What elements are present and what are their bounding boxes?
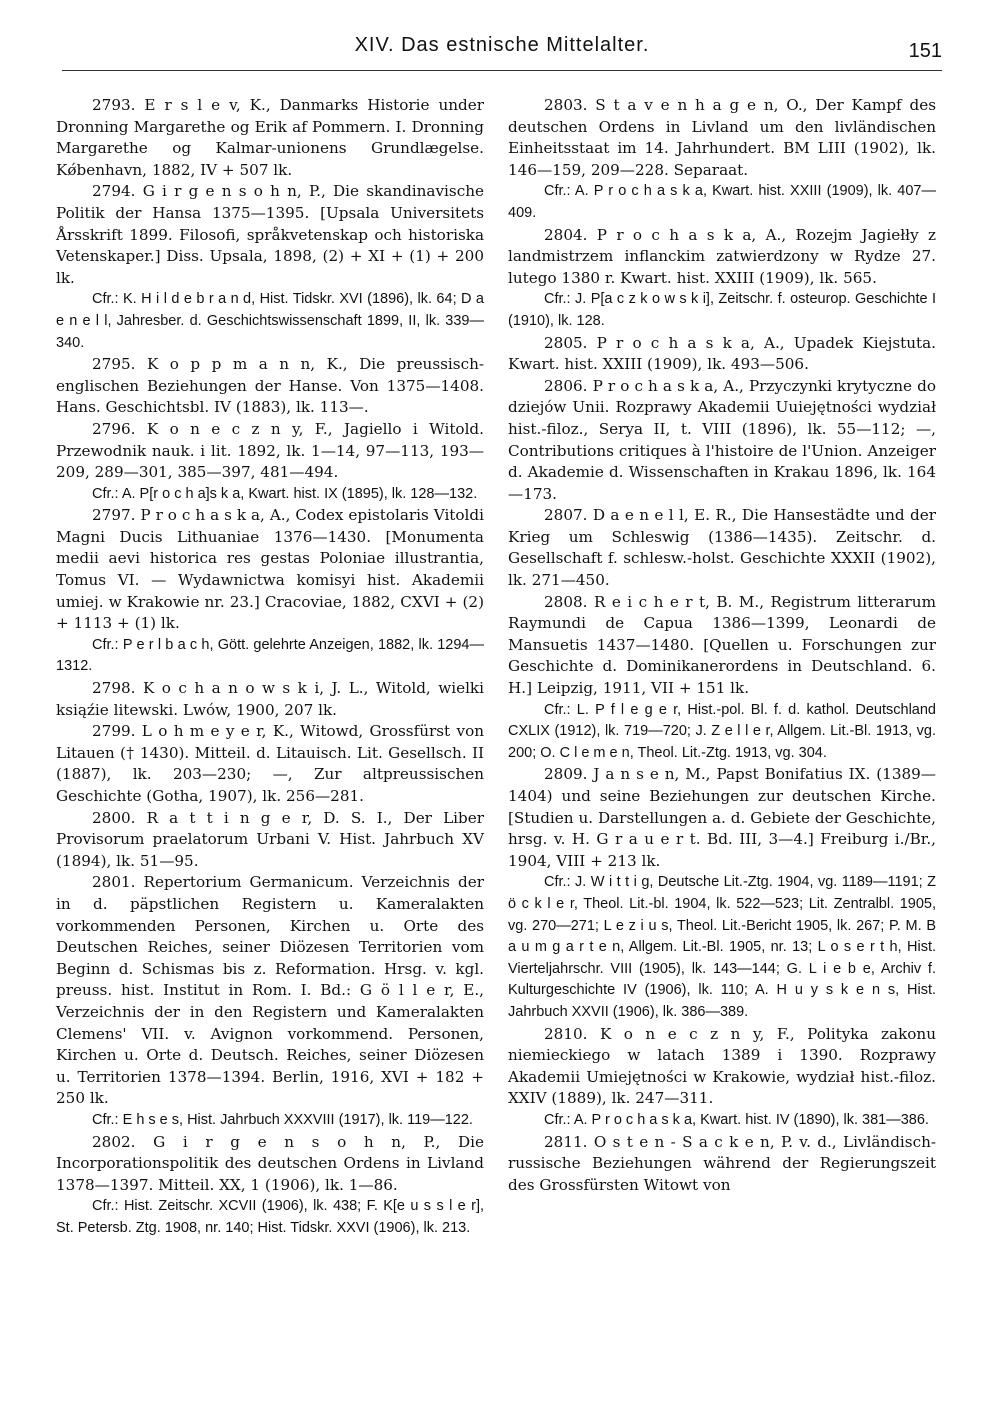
bibliography-entry: 2795. K o p p m a n n, K., Die preussisch-englischen Beziehungen der Hanse. Von 1375—1408. Hans. Geschichtsbl. IV (1883), lk. 113—. (56, 355, 484, 417)
citation-reference: Cfr.: A. P r o c h a s k a, Kwart. hist. IV (1890), lk. 381—386. (544, 1111, 929, 1128)
running-title: XIV. Das estnische Mittelalter. (354, 34, 650, 56)
citation-reference: Cfr.: E h s e s, Hist. Jahrbuch XXXVIII (1917), lk. 119—122. (92, 1111, 473, 1128)
citation-reference: Cfr.: Hist. Zeitschr. XCVII (1906), lk. 438; F. K[e u s s l e r], St. Petersb. Ztg. 1908, nr. 140; Hist. Tidskr. XXVI (1906), lk. 213. (56, 1198, 484, 1236)
bibliography-entry: 2805. P r o c h a s k a, A., Upadek Kiejstuta. Kwart. hist. XXIII (1909), lk. 493—506. (508, 333, 936, 374)
bibliography-entry: 2798. K o c h a n o w s k i, J. L., Witold, wielki ksiąźie litewski. Lwów, 1900, 207 lk. (56, 679, 484, 719)
bibliography-entry: 2804. P r o c h a s k a, A., Rozejm Jagiełły z landmistrzem inflanckim zatwierdzony w Rydze 27. lutego 1380 r. Kwart. hist. XXIII (1909), lk. 565. (508, 225, 936, 287)
page-number: 151 (908, 40, 942, 62)
header-rule (62, 70, 942, 71)
citation-reference: Cfr.: K. H i l d e b r a n d, Hist. Tidskr. XVI (1896), lk. 64; D a e n e l l, Jahresber. d. Geschichtswissenschaft 1899, II, lk. 339—340. (56, 291, 484, 351)
page-header (62, 22, 942, 70)
bibliography-entry: 2803. S t a v e n h a g e n, O., Der Kampf des deutschen Ordens in Livland um den livländischen Einheitsstaat im 14. Jahrhundert. BM LIII (1902), lk. 146—159, 209—228. Separaat. (508, 96, 936, 179)
bibliography-entry: 2810. K o n e c z n y, F., Polityka zakonu niemieckiego w latach 1389 i 1390. Rozprawy Akademii Umiejętności w Krakowie, wydział hist.-filoz. XXIV (1889), lk. 247—311. (508, 1024, 936, 1108)
bibliography-entry: 2809. J a n s e n, M., Papst Bonifatius IX. (1389—1404) und seine Beziehungen zur deutschen Kirche. [Studien u. Darstellungen a. d. Gebiete der Geschichte, hrsg. v. H. G r a u e r t. Bd. III, 3—4.] Freiburg i./Br., 1904, VIII + 213 lk. (508, 765, 936, 870)
bibliography-entry: 2808. R e i c h e r t, B. M., Registrum litterarum Raymundi de Capua 1386—1399, Leonardi de Mansuetis 1437—1480. [Quellen u. Forschungen zur Geschichte d. Dominikanerordens in Deutschland. 6. H.] Leipzig, 1911, VII + 151 lk. (508, 592, 936, 698)
citation-reference: Cfr.: L. P f l e g e r, Hist.-pol. Bl. f. d. kathol. Deutschland CXLIX (1912), lk. 719—720; J. Z e l l e r, Allgem. Lit.-Bl. 1913, vg. 200; O. C l e m e n, Theol. Lit.-Ztg. 1913, vg. 304. (508, 701, 936, 761)
left-column (56, 95, 484, 1239)
bibliography-entry: 2801. Repertorium Germanicum. Verzeichnis der in d. päpstlichen Registern u. Kameralakten vorkommenden Personen, Kirchen u. Orte des Deutschen Reiches, seiner Diözesen Territorien vom Beginn d. Schismas bis z. Reformation. Hrsg. v. kgl. preuss. hist. Institut in Rom. I. Bd.: G ö l l e r, E., Verzeichnis der in den Registern und Kameralakten Clemens' VII. v. Avignon vorkommend. Personen, Kirchen u. Orte d. Deutsch. Reiches, seiner Diözesen u. Territorien 1378—1394. Berlin, 1916, XVI + 182 + 250 lk. (56, 873, 484, 1108)
citation-reference: Cfr.: J. P[a c z k o w s k i], Zeitschr. f. osteurop. Geschichte I (1910), lk. 128. (508, 291, 936, 329)
bibliography-entry: 2797. P r o c h a s k a, A., Codex epistolaris Vitoldi Magni Ducis Lithuaniae 1376—1430. [Monumenta medii aevi historica res gestas Poloniae illustrantia, Tomus VI. — Wydawnictwa komisyi hist. Akademii umiej. w Krakowie nr. 23.] Cracoviae, 1882, CXVI + (2) + 1113 + (1) lk. (56, 506, 484, 633)
citation-reference: Cfr.: J. W i t t i g, Deutsche Lit.-Ztg. 1904, vg. 1189—1191; Z ö c k l e r, Theol. Lit.-bl. 1904, lk. 522—523; Lit. Zentralbl. 1905, vg. 270—271; L e z i u s, Theol. Lit.-Bericht 1905, lk. 267; P. M. B a u m g a r t e n, Allgem. Lit.-Bl. 1905, nr. 13; L o s e r t h, Hist. Vierteljahrschr. VIII (1905), lk. 143—144; G. L i e b e, Archiv f. Kulturgeschichte IV (1906), lk. 110; A. H u y s k e n s, Hist. Jahrbuch XXVII (1906), lk. 386—389. (508, 874, 936, 1020)
bibliography-entry: 2799. L o h m e y e r, K., Witowd, Grossfürst von Litauen († 1430). Mitteil. d. Litauisch. Lit. Gesellsch. II (1887), lk. 203—230; —, Zur altpreussischen Geschichte (Gotha, 1907), lk. 256—281. (56, 722, 484, 805)
citation-reference: Cfr.: A. P[r o c h a]s k a, Kwart. hist. IX (1895), lk. 128—132. (92, 485, 478, 502)
bibliography-entry: 2796. K o n e c z n y, F., Jagiello i Witold. Przewodnik nauk. i lit. 1892, lk. 1—14, 97—113, 193—209, 289—301, 385—397, 481—494. (56, 419, 484, 482)
citation-reference: Cfr.: A. P r o c h a s k a, Kwart. hist. XXIII (1909), lk. 407—409. (508, 183, 936, 221)
bibliography-entry: 2811. O s t e n - S a c k e n, P. v. d., Livländisch-russische Beziehungen während der Regierungszeit des Grossfürsten Witowt von (508, 1132, 936, 1194)
right-column (508, 95, 936, 1196)
bibliography-entry: 2807. D a e n e l l, E. R., Die Hansestädte und der Krieg um Schleswig (1386—1435). Zeitschr. d. Gesellschaft f. schlesw.-holst. Geschichte XXXII (1902), lk. 271—450. (508, 506, 936, 590)
bibliography-entry: 2793. E r s l e v, K., Danmarks Historie under Dronning Margarethe og Erik af Pommern. I. Dronning Margarethe og Kalmar-unionens Grundlægelse. Kǿbenhavn, 1882, IV + 507 lk. (56, 96, 484, 179)
bibliography-entry: 2806. P r o c h a s k a, A., Przyczynki krytyczne do dziejów Unii. Rozprawy Akademii Uuiejętności wydział hist.-filoz., Serya II, t. VIII (1896), lk. 55—112; —, Contributions critiques à l'histoire de l'Union. Anzeiger d. Akademie d. Wissenschaften in Krakau 1896, lk. 164—173. (508, 376, 936, 503)
citation-reference: Cfr.: P e r l b a c h, Gött. gelehrte Anzeigen, 1882, lk. 1294—1312. (56, 636, 484, 675)
bibliography-entry: 2800. R a t t i n g e r, D. S. I., Der Liber Provisorum praelatorum Urbani V. Hist. Jahrbuch XV (1894), lk. 51—95. (56, 808, 484, 870)
bibliography-entry: 2794. G i r g e n s o h n, P., Die skandinavische Politik der Hansa 1375—1395. [Upsala Universitets Årsskrift 1899. Filosofi, språkvetenskap och historiska Vetenskaper.] Diss. Upsala, 1898, (2) + XI + (1) + 200 lk. (56, 182, 484, 287)
bibliography-entry: 2802. G i r g e n s o h n, P., Die Incorporationspolitik des deutschen Ordens in Livland 1378—1397. Mitteil. XX, 1 (1906), lk. 1—86. (56, 1132, 484, 1194)
